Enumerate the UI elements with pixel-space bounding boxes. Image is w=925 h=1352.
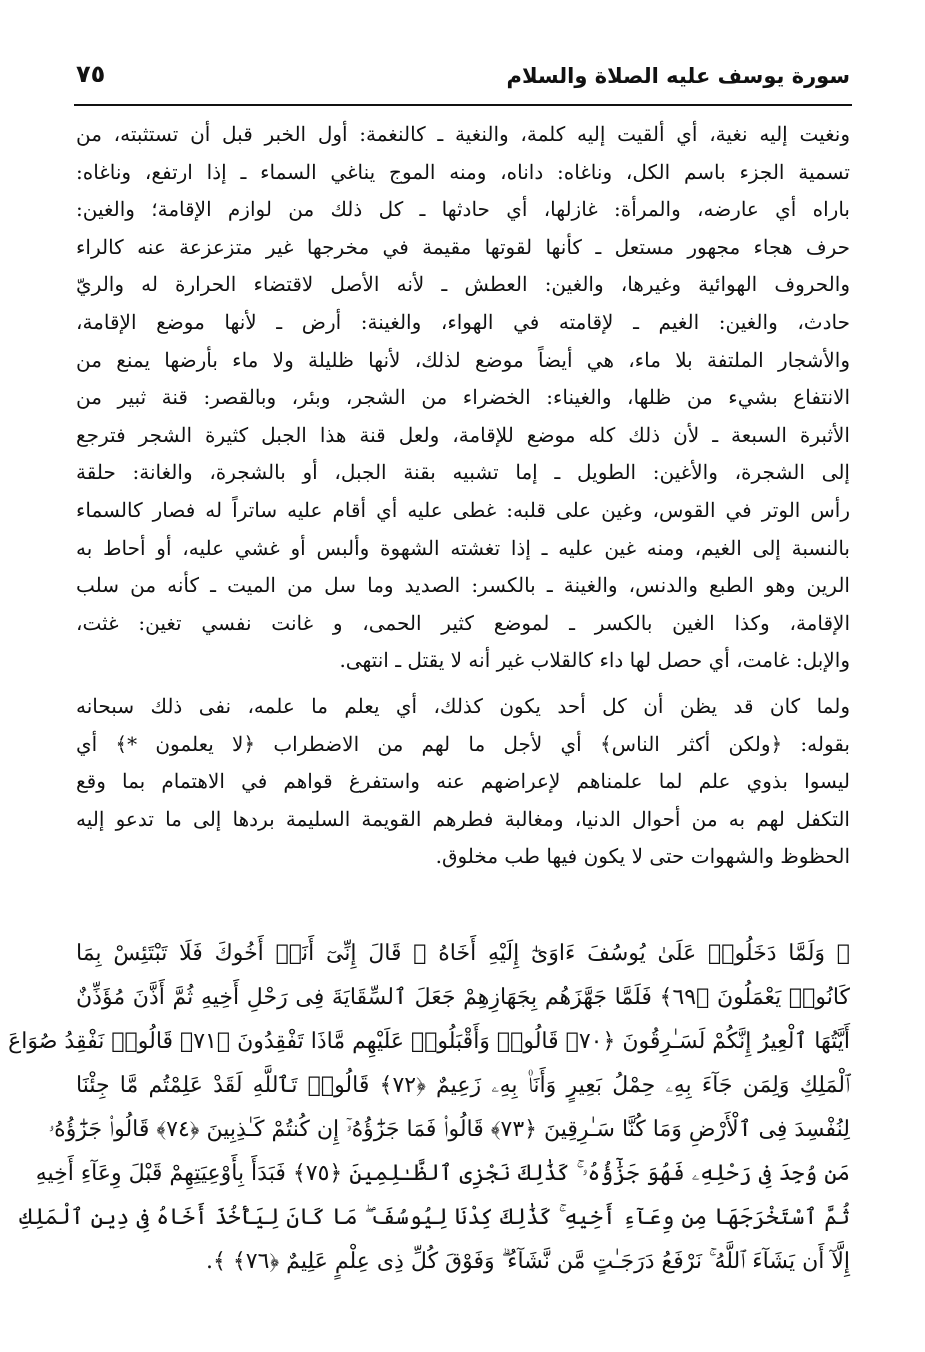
verse-line: إِلَّآ أَن يَشَآءَ ٱللَّهُ ۚ نَرْفَعُ دَرَجَـٰتٍ مَّن نَّشَآءُ ۗ وَفَوْقَ كُلِّ ذِى عِلْمٍ عَلِيمٌ ﴿٧٦﴾ ﴾. xyxy=(206,1249,850,1274)
text-line: حادث، والغين: الغيم ـ لإقامته في الهواء، والغينة: أرض ـ لأنها موضع الإقامة، xyxy=(76,309,850,334)
text-line: والحروف الهوائية وغيرها، والغين: العطش ـ لأنه الأصل لاقتضاء الحرارة له والريّ xyxy=(76,272,850,297)
text-line: التكفل لهم به من أحوال الدنيا، ومغالبة فطرهم القويمة السليمة بردها إلى ما تدعو إليه xyxy=(76,806,850,831)
text-line: ولما كان قد يظن أن كل أحد يكون كذلك، أي يعلم ما علمه، نفى ذلك سبحانه xyxy=(76,693,850,718)
verse-line: ﴿ وَلَمَّا دَخَلُوا۟ عَلَىٰ يُوسُفَ ءَاوَىٰٓ إِلَيْهِ أَخَاهُ ۖ قَالَ إِنِّىٓ أَنَا۠ أَخُوكَ فَلَا تَبْتَئِسْ بِمَا xyxy=(76,941,850,966)
verse-line: مَن وُجِدَ فِى رَحْلِهِۦ فَهُوَ جَزَٰٓؤُهُۥ ۚ كَذَٰلِكَ نَجْزِى ٱلظَّـٰلِمِينَ ﴿٧٥﴾ فَبَدَأَ بِأَوْعِيَتِهِمْ قَبْلَ وِعَآءِ أَخِيهِ xyxy=(35,1161,850,1186)
text-line: الانتفاع بشيء من ظلها، والغيناء: الخضراء من الشجر، وبئر، وبالقصر: قنة ثبير من xyxy=(76,385,850,410)
text-line: إلى الشجرة، والأغين: الطويل ـ إما تشبيه بقنة الجبل، أو بالشجرة، والغانة: حلقة xyxy=(76,460,850,485)
verse-line: ٱلْمَلِكِ وَلِمَن جَآءَ بِهِۦ حِمْلُ بَعِيرٍ وَأَنَا۠ بِهِۦ زَعِيمٌ ﴿٧٢﴾ قَالُوا۟ تَٱللَّهِ لَقَدْ عَلِمْتُم مَّا جِئْنَا xyxy=(76,1073,850,1098)
text-line: والأشجار الملتفة بلا ماء، هي أيضاً موضع لذلك، لأنها ظليلة ولا ماء بأرضها يمنع من xyxy=(76,347,850,372)
text-line: بقوله: ﴿ولكن أكثر الناس﴾ أي لأجل ما لهم من الاضطراب ﴿لا يعلمون *﴾ أي xyxy=(76,731,850,756)
text-line: رأس الوتر في القوس، وغين على قلبه: غطى عليه أي أقام عليه ساتراً له فصار كالسماء xyxy=(76,497,850,522)
text-line: الرين وهو الطبع والدنس، والغينة ـ بالكسر: الصديد وما سل من الميت ـ كأنه من سلب xyxy=(76,573,850,598)
header-divider xyxy=(74,104,852,106)
text-line: الأثبرة السبعة ـ لأن ذلك كله موضع للإقامة، ولعل قنة هذا الجبل كثيرة الشجر فترجع xyxy=(76,422,850,447)
verse-line: كَانُوا۟ يَعْمَلُونَ ﴿٦٩﴾ فَلَمَّا جَهَّزَهُم بِجَهَازِهِمْ جَعَلَ ٱلسِّقَايَةَ فِى رَحْلِ أَخِيهِ ثُمَّ أَذَّنَ مُؤَذِّنٌ xyxy=(76,985,850,1010)
commentary-text xyxy=(76,116,850,876)
text-line: تسمية الجزء باسم الكل، وناغاه: داناه، ومنه الموج يناغي السماء ـ إذا ارتفع، وناغاه: xyxy=(76,159,850,184)
verse-line: لِنُفْسِدَ فِى ٱلْأَرْضِ وَمَا كُنَّا سَـٰرِقِينَ ﴿٧٣﴾ قَالُوا۟ فَمَا جَزَٰٓؤُهُۥٓ إِن كُنتُمْ كَـٰذِبِينَ ﴿٧٤﴾ قَالُوا۟ جَزَٰٓؤُهُۥ xyxy=(48,1117,850,1142)
verse-line: أَيَّتُهَا ٱلْعِيرُ إِنَّكُمْ لَسَـٰرِقُونَ ﴿٧٠﴾ قَالُوا۟ وَأَقْبَلُوا۟ عَلَيْهِم مَّاذَا تَفْقِدُونَ ﴿٧١﴾ قَالُوا۟ نَفْقِدُ صُوَاعَ xyxy=(8,1029,850,1054)
verse-line: ثُمَّ ٱسْتَخْرَجَهَا مِن وِعَآءِ أَخِيهِ ۚ كَذَٰلِكَ كِدْنَا لِيُوسُفَ ۖ مَا كَانَ لِيَأْخُذَ أَخَاهُ فِى دِينِ ٱلْمَلِكِ xyxy=(19,1205,850,1230)
page-header xyxy=(76,58,850,102)
text-line: ليسوا بذوي علم لما علمناهم لإعراضهم عنه واستفرغ قواهم في الاهتمام بما وقع xyxy=(76,769,850,794)
page-number: ٧٥ xyxy=(76,60,106,88)
text-line: الحظوظ والشهوات حتى لا يكون فيها طب مخلوق. xyxy=(435,844,850,869)
surah-title: سورة يوسف عليه الصلاة والسلام xyxy=(506,64,850,88)
text-line: الإقامة، وكذا الغين بالكسر ـ لموضع كثير الحمى، و غانت نفسي تغين: غثت، xyxy=(76,610,850,635)
quran-verses xyxy=(8,932,850,1284)
text-line: بالنسبة إلى الغيم، ومنه غين عليه ـ إذا تغشته الشهوة وألبس أو غشي عليه، أو أحاط به xyxy=(76,535,850,560)
text-line: باراه أي عارضه، والمرأة: غازلها، أي حادثها ـ كل ذلك من لوازم الإقامة؛ والغين: xyxy=(76,197,850,222)
text-line: حرف هجاء مجهور مستعل ـ كأنها لقوتها مقيمة في مخرجها غير متزعزعة عنه كالراء xyxy=(76,234,850,259)
text-line: والإبل: غامت، أي حصل لها داء كالقلاب غير أنه لا يقتل ـ انتهى. xyxy=(339,648,850,673)
text-line: ونغيت إليه نغية، أي ألقيت إليه كلمة، والنغية ـ كالنغمة: أول الخبر قبل أن تستثبته، من xyxy=(76,122,850,146)
